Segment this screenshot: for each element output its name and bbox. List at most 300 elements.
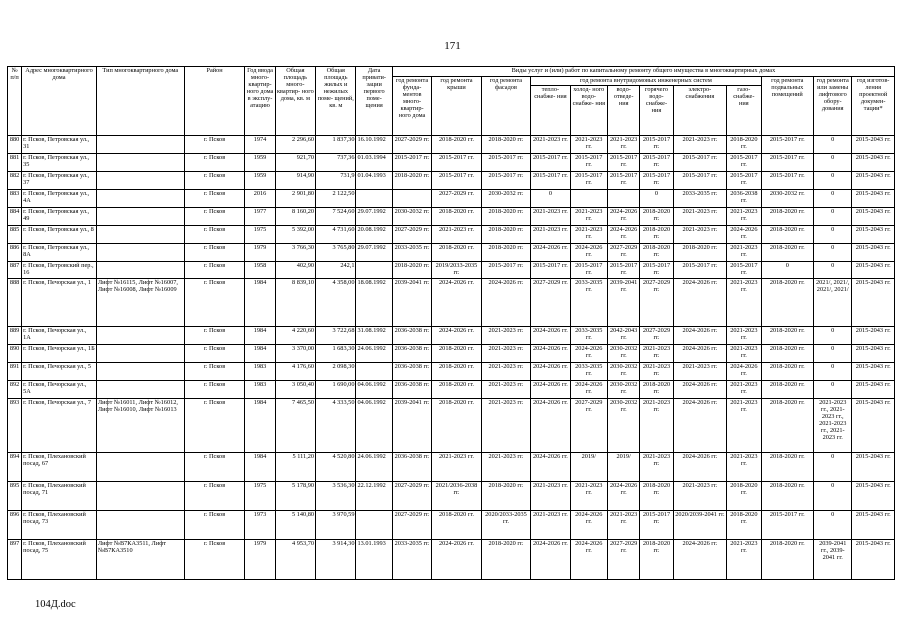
cell-living: 4 520,80 <box>316 453 356 482</box>
cell-district: г. Псков <box>184 262 245 279</box>
cell-heat: 0 <box>531 190 570 208</box>
cell-found: 2018-2020 гг. <box>392 262 431 279</box>
header-living-area: Общая площадь жилых и нежилых поме- щений, кв. м <box>316 67 356 136</box>
cell-hot: 2018-2020 гг. <box>640 482 673 511</box>
header-gas: газо- снабже- ния <box>727 86 761 136</box>
cell-docs: 2015-2043 гг. <box>852 399 895 453</box>
cell-lift: 0 <box>814 511 852 540</box>
cell-sewer: 2024-2026 гг. <box>608 482 640 511</box>
table-row <box>8 154 895 172</box>
cell-living: 737,36 <box>316 154 356 172</box>
cell-elec: 2020/2039-2041 гг. <box>673 511 727 540</box>
cell-facade: 2021-2023 гг. <box>481 363 531 381</box>
cell-roof: 2027-2029 гг. <box>432 190 482 208</box>
cell-roof: 2018-2020 гг. <box>432 381 482 399</box>
header-roof: год ремонта крыши <box>432 77 482 136</box>
cell-elec: 2024-2026 гг. <box>673 540 727 580</box>
cell-hot: 2018-2020 гг. <box>640 226 673 244</box>
cell-cold: 2033-2035 гг. <box>570 279 607 327</box>
cell-heat: 2021-2023 гг. <box>531 226 570 244</box>
cell-type <box>96 244 184 262</box>
cell-docs: 2015-2043 гг. <box>852 363 895 381</box>
cell-living: 3 970,59 <box>316 511 356 540</box>
cell-found: 2036-2038 гг. <box>392 345 431 363</box>
header-docs: год изготов- ления проектной докумен- тации* <box>852 77 895 136</box>
cell-heat: 2024-2026 гг. <box>531 453 570 482</box>
cell-base: 2018-2020 гг. <box>761 208 814 226</box>
table-row <box>8 208 895 226</box>
cell-address: г. Псков, Печорская ул., 5 <box>22 363 97 381</box>
cell-address: г. Псков, Петровская ул., 8 <box>22 226 97 244</box>
cell-hot: 0 <box>640 190 673 208</box>
table-row <box>8 363 895 381</box>
cell-year: 1984 <box>245 327 275 345</box>
cell-facade: 2018-2020 гг. <box>481 226 531 244</box>
header-cold-water: холод- ного водо- снабже- ния <box>570 86 607 136</box>
header-hot-water: горячего водо- снабже- ния <box>640 86 673 136</box>
table-row <box>8 279 895 327</box>
cell-gas: 2021-2023 гг. <box>727 244 761 262</box>
cell-lift: 2021-2023 гг., 2021-2023 гг., 2021-2023 гг., 2021-2023 гг. <box>814 399 852 453</box>
cell-living: 1 690,00 <box>316 381 356 399</box>
cell-district: г. Псков <box>184 279 245 327</box>
cell-total: 4 176,60 <box>275 363 315 381</box>
cell-hot: 2021-2023 гг. <box>640 363 673 381</box>
cell-sewer: 2021-2023 гг. <box>608 136 640 154</box>
cell-total: 914,90 <box>275 172 315 190</box>
cell-hot: 2027-2029 гг. <box>640 327 673 345</box>
cell-base: 2018-2020 гг. <box>761 226 814 244</box>
cell-facade: 2021-2023 гг. <box>481 327 531 345</box>
header-works-group: Виды услуг и (или) работ по капитальному ремонту общего имущества в многоквартирных домах <box>392 67 894 77</box>
cell-cold <box>570 190 607 208</box>
cell-total: 8 839,10 <box>275 279 315 327</box>
cell-priv: 29.07.1992 <box>356 244 392 262</box>
cell-hot: 2018-2020 гг. <box>640 208 673 226</box>
cell-num: 885 <box>8 226 22 244</box>
cell-facade: 2020/2033-2035 гг. <box>481 511 531 540</box>
header-district: Район <box>184 67 245 136</box>
cell-lift: 0 <box>814 190 852 208</box>
cell-base: 0 <box>761 262 814 279</box>
cell-year: 1984 <box>245 345 275 363</box>
cell-heat: 2015-2017 гг. <box>531 262 570 279</box>
cell-facade: 2015-2017 гг. <box>481 154 531 172</box>
cell-roof: 2021-2023 гг. <box>432 226 482 244</box>
table-row <box>8 190 895 208</box>
cell-roof: 2021-2023 гг. <box>432 453 482 482</box>
cell-total: 8 160,20 <box>275 208 315 226</box>
cell-hot: 2015-2017 гг. <box>640 511 673 540</box>
cell-year: 2016 <box>245 190 275 208</box>
cell-priv: 13.01.1993 <box>356 540 392 580</box>
cell-num: 884 <box>8 208 22 226</box>
cell-sewer: 2015-2017 гг. <box>608 154 640 172</box>
table-row <box>8 482 895 511</box>
cell-sewer: 2042-2043 гг. <box>608 327 640 345</box>
cell-num: 883 <box>8 190 22 208</box>
cell-heat: 2015-2017 гг. <box>531 172 570 190</box>
cell-lift: 0 <box>814 226 852 244</box>
cell-address: г. Псков, Петровская ул., 35 <box>22 154 97 172</box>
header-type: Тип многоквартирного дома <box>96 67 184 136</box>
table-row <box>8 226 895 244</box>
cell-found: 2015-2017 гг. <box>392 154 431 172</box>
header-sewer: водо- отведе- ния <box>608 86 640 136</box>
cell-address: г. Псков, Печорская ул., 7 <box>22 399 97 453</box>
cell-hot: 2018-2020 гг. <box>640 381 673 399</box>
table-row <box>8 244 895 262</box>
cell-lift: 0 <box>814 345 852 363</box>
cell-living: 2 122,50 <box>316 190 356 208</box>
cell-cold: 2021-2023 гг. <box>570 136 607 154</box>
cell-type <box>96 363 184 381</box>
cell-facade: 2021-2023 гг. <box>481 399 531 453</box>
cell-year: 1984 <box>245 279 275 327</box>
cell-year: 1984 <box>245 453 275 482</box>
capital-repair-table <box>7 66 895 580</box>
cell-district: г. Псков <box>184 363 245 381</box>
cell-num: 892 <box>8 381 22 399</box>
cell-priv: 22.12.1992 <box>356 482 392 511</box>
cell-gas: 2021-2023 гг. <box>727 279 761 327</box>
cell-priv: 16.10.1992 <box>356 136 392 154</box>
cell-gas: 2024-2026 гг. <box>727 226 761 244</box>
cell-hot: 2015-2017 гг. <box>640 172 673 190</box>
cell-facade: 2021-2023 гг. <box>481 381 531 399</box>
cell-facade: 2030-2032 гг. <box>481 190 531 208</box>
cell-lift: 0 <box>814 172 852 190</box>
cell-sewer: 2027-2029 гг. <box>608 244 640 262</box>
cell-base: 2018-2020 гг. <box>761 345 814 363</box>
cell-facade: 2018-2020 гг. <box>481 540 531 580</box>
cell-num: 890 <box>8 345 22 363</box>
cell-priv: 20.08.1992 <box>356 226 392 244</box>
cell-base: 2015-2017 гг. <box>761 154 814 172</box>
cell-district: г. Псков <box>184 244 245 262</box>
cell-address: г. Псков, Петровская ул., 4А <box>22 190 97 208</box>
cell-lift: 2021/, 2021/, 2021/, 2021/ <box>814 279 852 327</box>
cell-hot: 2027-2029 гг. <box>640 279 673 327</box>
cell-type <box>96 208 184 226</box>
cell-sewer: 2021-2023 гг. <box>608 511 640 540</box>
cell-facade: 2018-2020 гг. <box>481 482 531 511</box>
cell-cold: 2015-2017 гг. <box>570 154 607 172</box>
cell-gas: 2021-2023 гг. <box>727 399 761 453</box>
cell-sewer: 2015-2017 гг. <box>608 262 640 279</box>
cell-num: 880 <box>8 136 22 154</box>
cell-elec: 2015-2017 гг. <box>673 262 727 279</box>
cell-priv: 01.03.1994 <box>356 154 392 172</box>
cell-priv <box>356 511 392 540</box>
cell-base: 2015-2017 гг. <box>761 172 814 190</box>
cell-district: г. Псков <box>184 381 245 399</box>
cell-elec: 2024-2026 гг. <box>673 345 727 363</box>
cell-heat: 2021-2023 гг. <box>531 208 570 226</box>
cell-roof: 2021/2036-2038 гг. <box>432 482 482 511</box>
cell-roof: 2024-2026 гг. <box>432 279 482 327</box>
cell-gas: 2021-2023 гг. <box>727 345 761 363</box>
cell-roof: 2018-2020 гг. <box>432 345 482 363</box>
cell-heat: 2024-2026 гг. <box>531 345 570 363</box>
cell-found: 2030-2032 гг. <box>392 208 431 226</box>
cell-living: 4 333,50 <box>316 399 356 453</box>
cell-docs: 2015-2043 гг. <box>852 172 895 190</box>
table-row <box>8 345 895 363</box>
cell-district: г. Псков <box>184 208 245 226</box>
cell-year: 1974 <box>245 136 275 154</box>
table-row <box>8 540 895 580</box>
cell-num: 891 <box>8 363 22 381</box>
cell-base: 2018-2020 гг. <box>761 244 814 262</box>
cell-district: г. Псков <box>184 172 245 190</box>
cell-living: 4 358,00 <box>316 279 356 327</box>
cell-found: 2036-2038 гг. <box>392 327 431 345</box>
cell-found: 2018-2020 гг. <box>392 172 431 190</box>
cell-roof: 2018-2020 гг. <box>432 208 482 226</box>
cell-living: 731,9 <box>316 172 356 190</box>
cell-gas: 2015-2017 гг. <box>727 262 761 279</box>
table-row <box>8 511 895 540</box>
cell-docs: 2015-2043 гг. <box>852 327 895 345</box>
cell-total: 5 140,80 <box>275 511 315 540</box>
cell-roof: 2018-2020 гг. <box>432 511 482 540</box>
cell-district: г. Псков <box>184 399 245 453</box>
cell-heat: 2027-2029 гг. <box>531 279 570 327</box>
table-row <box>8 136 895 154</box>
cell-cold: 2015-2017 гг. <box>570 172 607 190</box>
cell-address: г. Псков, Петровская ул., 31 <box>22 136 97 154</box>
cell-docs: 2015-2043 гг. <box>852 279 895 327</box>
cell-district: г. Псков <box>184 482 245 511</box>
cell-cold: 2019/ <box>570 453 607 482</box>
cell-living: 3 914,30 <box>316 540 356 580</box>
table-row <box>8 327 895 345</box>
cell-total: 7 465,50 <box>275 399 315 453</box>
cell-cold: 2024-2026 гг. <box>570 244 607 262</box>
cell-gas: 2018-2020 гг. <box>727 482 761 511</box>
cell-num: 894 <box>8 453 22 482</box>
cell-total: 3 050,40 <box>275 381 315 399</box>
cell-gas: 2015-2017 гг. <box>727 172 761 190</box>
cell-elec: 2024-2026 гг. <box>673 279 727 327</box>
cell-roof: 2024-2026 гг. <box>432 327 482 345</box>
header-foundation: год ремонта фунда- ментов много- квартир- ного дома <box>392 77 431 136</box>
cell-roof: 2015-2017 гг. <box>432 172 482 190</box>
cell-base: 2018-2020 гг. <box>761 453 814 482</box>
cell-base: 2015-2017 гг. <box>761 511 814 540</box>
cell-num: 887 <box>8 262 22 279</box>
cell-base: 2018-2020 гг. <box>761 381 814 399</box>
cell-hot: 2021-2023 гг. <box>640 399 673 453</box>
cell-facade: 2021-2023 гг. <box>481 453 531 482</box>
cell-docs: 2015-2043 гг. <box>852 136 895 154</box>
cell-num: 888 <box>8 279 22 327</box>
cell-found: 2027-2029 гг. <box>392 226 431 244</box>
cell-roof: 2019/2033-2035 гг. <box>432 262 482 279</box>
cell-sewer: 2039-2041 гг. <box>608 279 640 327</box>
cell-priv: 18.08.1992 <box>356 279 392 327</box>
cell-docs: 2015-2043 гг. <box>852 208 895 226</box>
cell-type <box>96 154 184 172</box>
cell-num: 896 <box>8 511 22 540</box>
cell-sewer: 2030-2032 гг. <box>608 363 640 381</box>
cell-total: 5 392,00 <box>275 226 315 244</box>
cell-lift: 0 <box>814 482 852 511</box>
cell-cold: 2033-2035 гг. <box>570 327 607 345</box>
cell-sewer: 2019/ <box>608 453 640 482</box>
cell-address: г. Псков, Петровская ул., 37 <box>22 172 97 190</box>
document-footer: 104Д.doc <box>35 599 76 610</box>
cell-year: 1983 <box>245 381 275 399</box>
header-heat: тепло- снабже- ния <box>531 86 570 136</box>
cell-year: 1975 <box>245 226 275 244</box>
cell-total: 4 953,70 <box>275 540 315 580</box>
cell-hot: 2015-2017 гг. <box>640 262 673 279</box>
cell-district: г. Псков <box>184 345 245 363</box>
cell-total: 5 178,90 <box>275 482 315 511</box>
cell-facade: 2024-2026 гг. <box>481 279 531 327</box>
cell-address: г. Псков, Печорская ул., 5А <box>22 381 97 399</box>
cell-address: г. Псков, Плехановский посад, 73 <box>22 511 97 540</box>
cell-hot: 2018-2020 гг. <box>640 540 673 580</box>
cell-type <box>96 262 184 279</box>
cell-docs: 2015-2043 гг. <box>852 345 895 363</box>
cell-docs: 2015-2043 гг. <box>852 244 895 262</box>
cell-address: г. Псков, Печорская ул., 1А <box>22 327 97 345</box>
cell-facade: 2021-2023 гг. <box>481 345 531 363</box>
cell-docs: 2015-2043 гг. <box>852 190 895 208</box>
cell-found: 2039-2041 гг. <box>392 399 431 453</box>
header-total-area: Общая площадь много- квартир- ного дома, кв. м <box>275 67 315 136</box>
cell-facade: 2018-2020 гг. <box>481 208 531 226</box>
cell-district: г. Псков <box>184 511 245 540</box>
cell-gas: 2036-2038 гг. <box>727 190 761 208</box>
cell-found: 2039-2041 гг. <box>392 279 431 327</box>
cell-sewer: 2027-2029 гг. <box>608 540 640 580</box>
cell-sewer <box>608 190 640 208</box>
cell-docs: 2015-2043 гг. <box>852 262 895 279</box>
header-systems-group: год ремонта внутридомовых инженерных систем <box>531 77 761 86</box>
cell-district: г. Псков <box>184 190 245 208</box>
cell-living: 4 731,60 <box>316 226 356 244</box>
cell-cold: 2021-2023 гг. <box>570 226 607 244</box>
cell-address: г. Псков, Петровская ул., 49 <box>22 208 97 226</box>
cell-type <box>96 511 184 540</box>
cell-base: 2018-2020 гг. <box>761 327 814 345</box>
cell-priv: 04.06.1992 <box>356 381 392 399</box>
cell-type <box>96 136 184 154</box>
cell-living: 1 683,30 <box>316 345 356 363</box>
cell-docs: 2015-2043 гг. <box>852 540 895 580</box>
cell-priv: 01.04.1993 <box>356 172 392 190</box>
cell-elec: 2024-2026 гг. <box>673 327 727 345</box>
cell-elec: 2015-2017 гг. <box>673 154 727 172</box>
cell-gas: 2021-2023 гг. <box>727 208 761 226</box>
cell-roof: 2018-2020 гг. <box>432 363 482 381</box>
cell-base: 2015-2017 гг. <box>761 136 814 154</box>
cell-gas: 2018-2020 гг. <box>727 511 761 540</box>
cell-district: г. Псков <box>184 226 245 244</box>
cell-type: Лифт №16011, Лифт №16012, Лифт №16010, Лифт №16013 <box>96 399 184 453</box>
cell-district: г. Псков <box>184 540 245 580</box>
cell-cold: 2027-2029 гг. <box>570 399 607 453</box>
cell-address: г. Псков, Плехановский посад, 67 <box>22 453 97 482</box>
cell-elec: 2021-2023 гг. <box>673 136 727 154</box>
cell-living: 3 765,80 <box>316 244 356 262</box>
cell-gas: 2024-2026 гг. <box>727 363 761 381</box>
cell-cold: 2024-2026 гг. <box>570 540 607 580</box>
cell-base: 2018-2020 гг. <box>761 363 814 381</box>
cell-total: 2 296,60 <box>275 136 315 154</box>
cell-found <box>392 190 431 208</box>
cell-year: 1959 <box>245 172 275 190</box>
cell-docs: 2015-2043 гг. <box>852 226 895 244</box>
cell-base: 2018-2020 гг. <box>761 399 814 453</box>
cell-heat: 2021-2023 гг. <box>531 511 570 540</box>
cell-num: 889 <box>8 327 22 345</box>
cell-sewer: 2030-2032 гг. <box>608 381 640 399</box>
cell-lift: 0 <box>814 363 852 381</box>
cell-num: 897 <box>8 540 22 580</box>
header-facade: год ремонта фасадов <box>481 77 531 136</box>
cell-roof: 2024-2026 гг. <box>432 540 482 580</box>
cell-year: 1959 <box>245 154 275 172</box>
cell-facade: 2015-2017 гг. <box>481 262 531 279</box>
header-basement: год ремонта подвальных помещений <box>761 77 814 136</box>
cell-address: г. Псков, Печорская ул., 1 <box>22 279 97 327</box>
cell-elec: 2018-2020 гг. <box>673 244 727 262</box>
cell-address: г. Псков, Плехановский посад, 75 <box>22 540 97 580</box>
cell-heat: 2024-2026 гг. <box>531 381 570 399</box>
cell-year: 1977 <box>245 208 275 226</box>
cell-priv: 24.06.1992 <box>356 345 392 363</box>
cell-num: 893 <box>8 399 22 453</box>
cell-cold: 2033-2035 гг. <box>570 363 607 381</box>
cell-heat: 2024-2026 гг. <box>531 363 570 381</box>
cell-docs: 2015-2043 гг. <box>852 482 895 511</box>
header-priv-date: Дата привати- зации первого поме- щения <box>356 67 392 136</box>
cell-found: 2033-2035 гг. <box>392 244 431 262</box>
cell-total: 402,90 <box>275 262 315 279</box>
cell-elec: 2024-2026 гг. <box>673 381 727 399</box>
cell-found: 2027-2029 гг. <box>392 482 431 511</box>
cell-priv <box>356 190 392 208</box>
cell-address: г. Псков, Плехановский посад, 71 <box>22 482 97 511</box>
cell-lift: 0 <box>814 208 852 226</box>
cell-year: 1958 <box>245 262 275 279</box>
cell-priv: 31.08.1992 <box>356 327 392 345</box>
cell-lift: 0 <box>814 453 852 482</box>
cell-priv: 24.06.1992 <box>356 453 392 482</box>
cell-total: 5 111,20 <box>275 453 315 482</box>
cell-elec: 2024-2026 гг. <box>673 399 727 453</box>
cell-found: 2027-2029 гг. <box>392 136 431 154</box>
cell-roof: 2018-2020 гг. <box>432 136 482 154</box>
cell-docs: 2015-2043 гг. <box>852 453 895 482</box>
table-row <box>8 262 895 279</box>
cell-year: 1975 <box>245 482 275 511</box>
cell-base: 2018-2020 гг. <box>761 482 814 511</box>
cell-elec: 2021-2023 гг. <box>673 363 727 381</box>
cell-facade: 2015-2017 гг. <box>481 172 531 190</box>
cell-sewer: 2024-2026 гг. <box>608 226 640 244</box>
cell-total: 2 901,80 <box>275 190 315 208</box>
cell-docs: 2015-2043 гг. <box>852 154 895 172</box>
cell-type <box>96 381 184 399</box>
cell-year: 1984 <box>245 399 275 453</box>
cell-lift: 0 <box>814 381 852 399</box>
